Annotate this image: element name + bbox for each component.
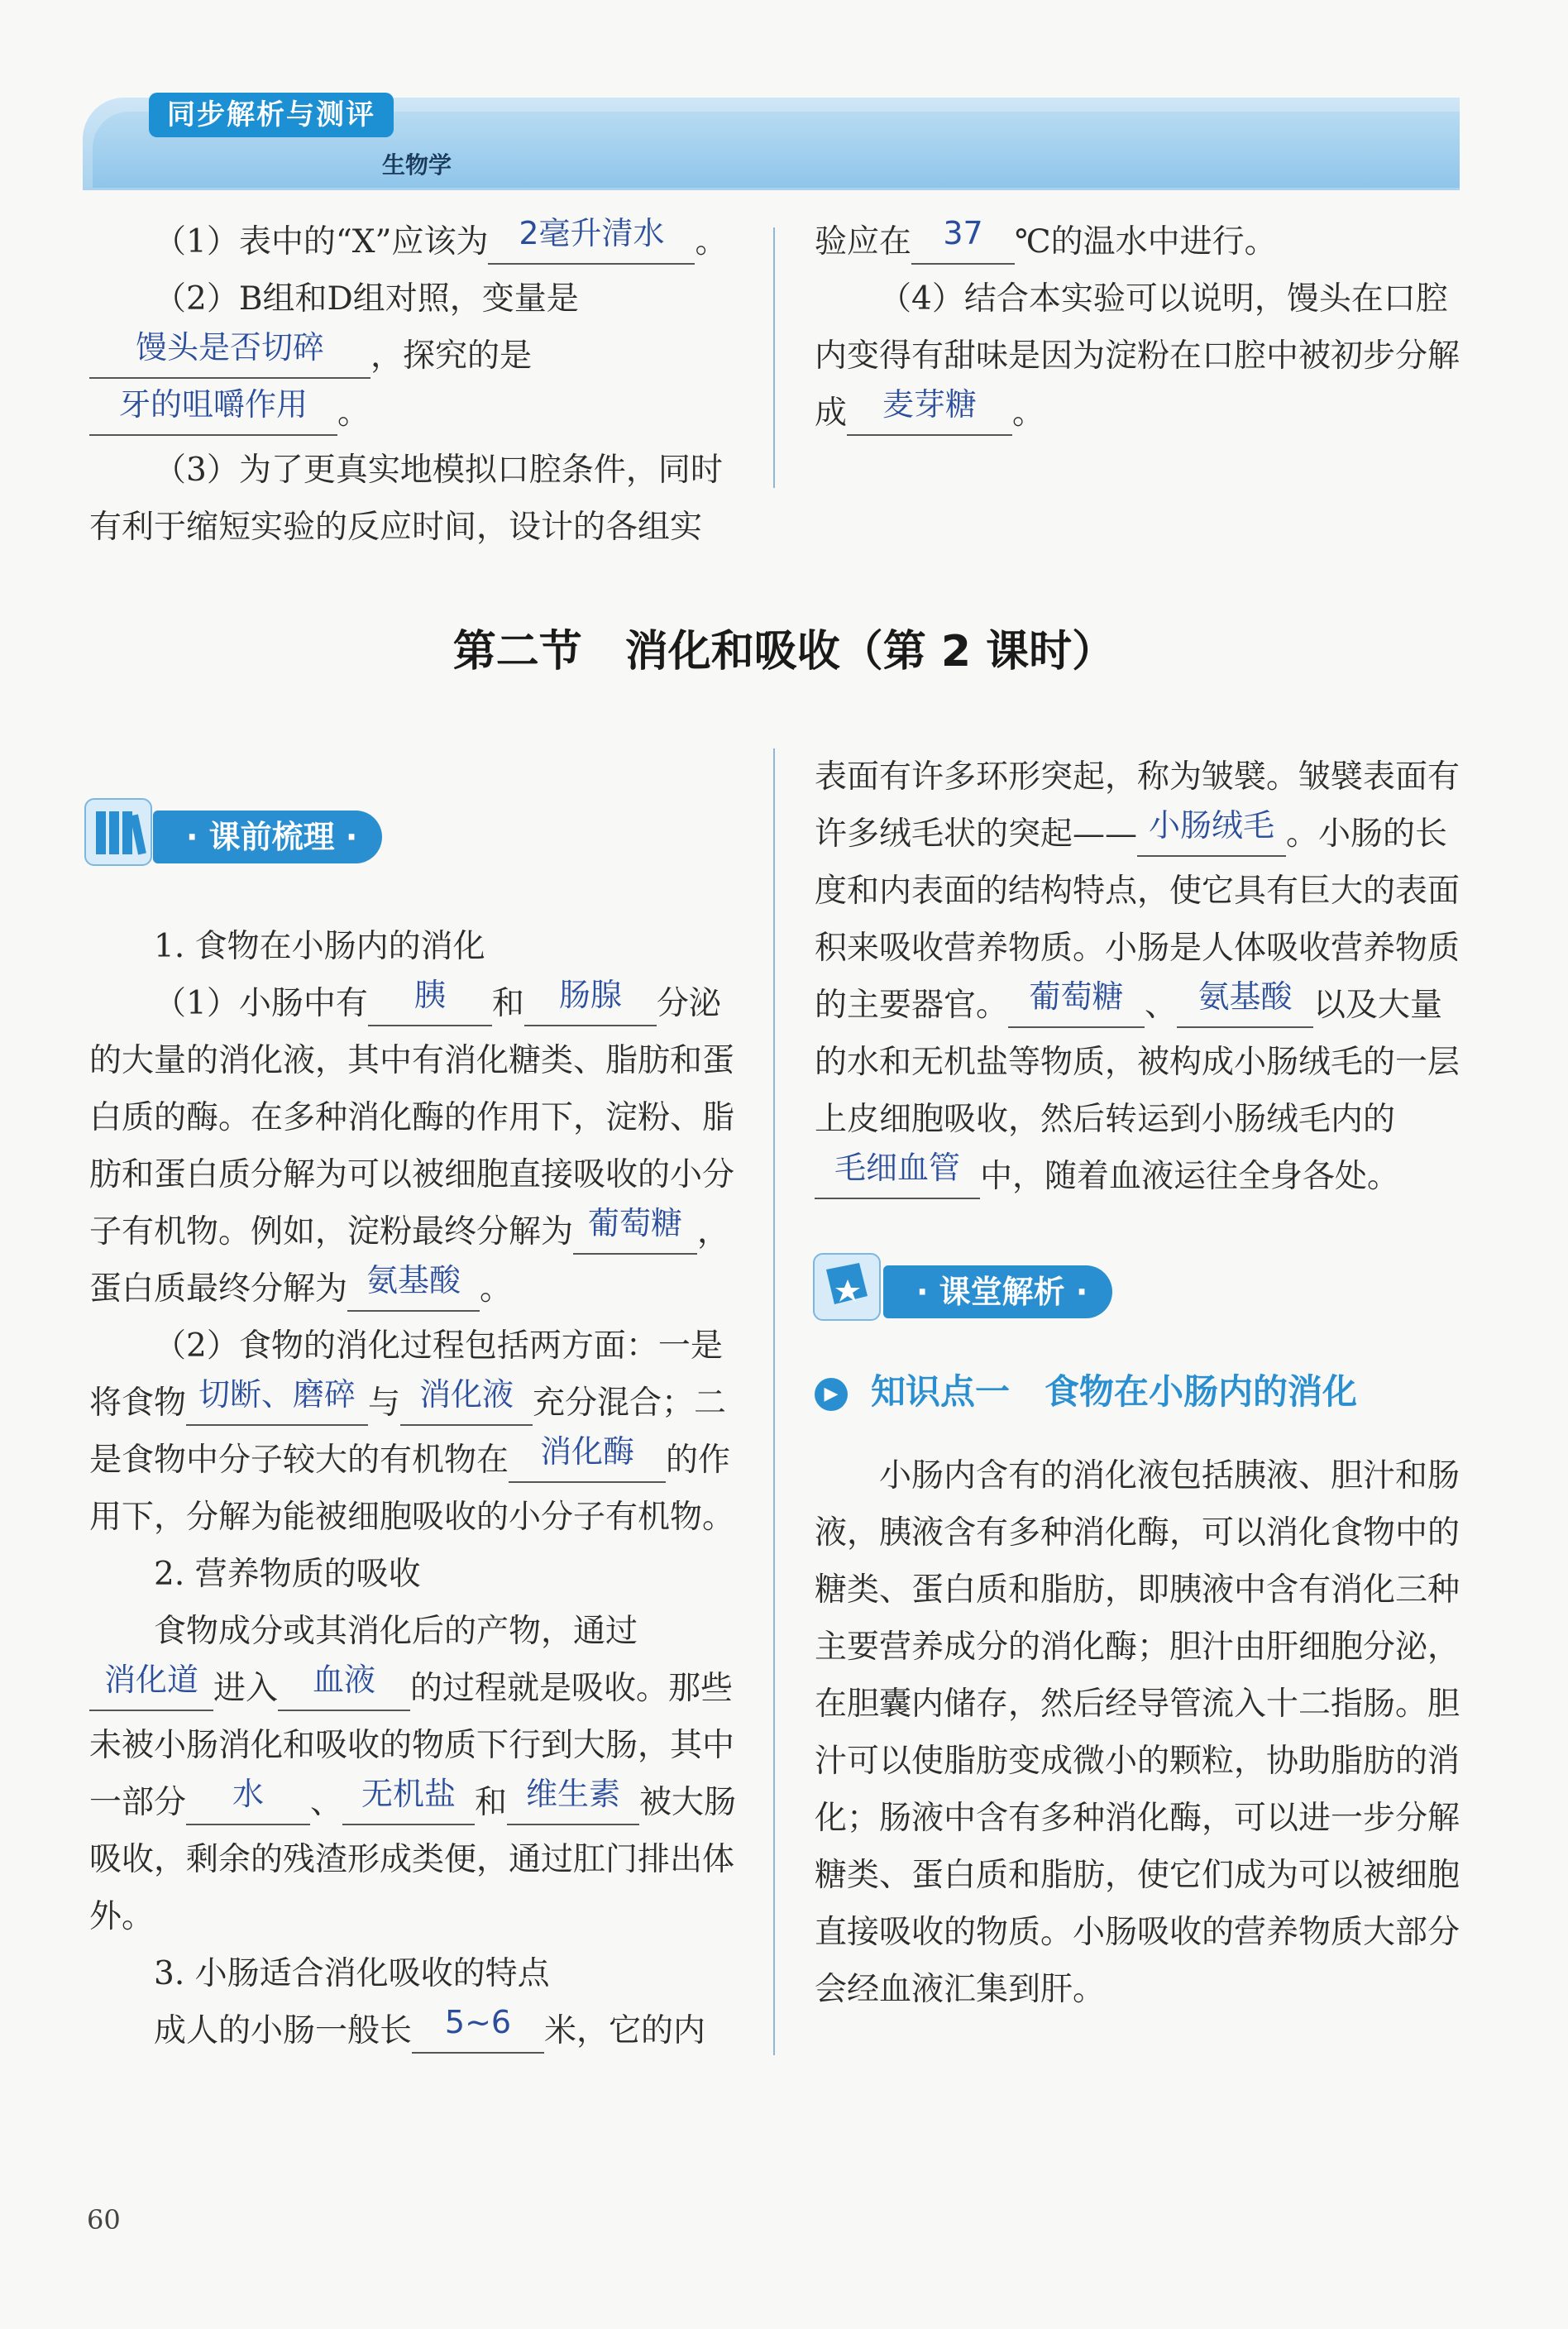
p4-blank: [412, 2004, 544, 2054]
p3-blank-4: [342, 1776, 475, 1825]
q4-line: [815, 270, 1460, 442]
q3-cont-text: 验应在: [815, 223, 912, 261]
p3-answer-1: 消化道: [103, 1662, 198, 1698]
q4-text: （4）结合本实验可以说明，馒头在口腔内变得有甜味是因为淀粉在口腔中被初步分解成: [815, 280, 1460, 432]
heading-absorption: 2. 营养物质的吸收: [154, 1556, 421, 1593]
para-5: [815, 748, 1460, 1205]
q4-blank: [847, 386, 1012, 436]
p5-answer-1: 小肠绒毛: [1149, 807, 1275, 844]
p3-blank-5: [507, 1776, 639, 1825]
q1-answer: 2毫升清水: [519, 215, 665, 251]
p3-blank-3: [186, 1776, 310, 1825]
q2-line: [89, 270, 739, 442]
p4-text-b: 米，它的内: [544, 2012, 706, 2049]
p4-answer: 5~6: [444, 2004, 512, 2040]
p2-text-b: 与: [368, 1384, 401, 1422]
q2-blank-2: [89, 386, 337, 436]
play-icon: ▶: [815, 1378, 848, 1411]
q1-line: [89, 213, 739, 270]
p5-blank-4: [815, 1150, 980, 1199]
para-2: [89, 1318, 739, 1546]
p1-answer-1: 胰: [414, 977, 446, 1013]
p3-answer-4: 无机盐: [361, 1776, 457, 1812]
p1-text-e: 。: [480, 1270, 513, 1308]
q4-end: 。: [1012, 395, 1045, 432]
q1-end: 。: [695, 223, 728, 261]
p3-answer-2: 血液: [313, 1662, 376, 1698]
heading-features: 3. 小肠适合消化吸收的特点: [154, 1955, 550, 1992]
q2-mid: ，探究的是: [370, 337, 533, 375]
para-4: [89, 2002, 739, 2059]
p2-text-c: 充分混合；二是食物中分子较大的有机物在: [89, 1384, 727, 1479]
p5-text-c: 、: [1145, 987, 1178, 1024]
p3-text-a: 食物成分或其消化后的产物，通过: [154, 1613, 638, 1650]
p1-text-c: 分泌的大量的消化液，其中有消化糖类、脂肪和蛋白质的酶。在多种消化酶的作用下，淀粉、脂肪和蛋白质分解为可以被细胞直接吸收的小分子有机物。例如，淀粉最终分解为: [89, 985, 735, 1251]
p5-text-e: 中，随着血液运往全身各处。: [980, 1158, 1400, 1195]
p1-blank-4: [347, 1262, 480, 1312]
q1-blank: [488, 215, 695, 265]
heading-digestion: 1. 食物在小肠内的消化: [154, 928, 485, 965]
subject-label: 生物学: [382, 151, 452, 179]
p5-text-b: 。小肠的长度和内表面的结构特点，使它具有巨大的表面积来吸收营养物质。小肠是人体吸收营养物质的主要器官。: [815, 815, 1460, 1024]
p2-answer-1: 切断、磨碎: [198, 1376, 356, 1413]
section-title: 第二节 消化和吸收（第 2 课时）: [452, 627, 1116, 677]
p3-blank-2: [278, 1662, 410, 1711]
q3-line: （3）为了更真实地模拟口腔条件，同时有利于缩短实验的反应时间，设计的各组实: [89, 452, 723, 546]
knowledge-point-title-text: 知识点一 食物在小肠内的消化: [871, 1371, 1358, 1412]
p3-text-b: 进入: [213, 1670, 279, 1707]
top-left-column: [89, 213, 739, 556]
q2-answer-1: 馒头是否切碎: [135, 329, 324, 366]
p5-blank-2: [1008, 978, 1145, 1028]
q3-cont-line: [815, 213, 1460, 270]
p2-answer-2: 消化液: [419, 1376, 514, 1413]
q2-text: （2）B组和D组对照，变量是: [154, 280, 579, 318]
column-divider-main: [773, 748, 775, 2055]
knowledge-point-title: [815, 1365, 1357, 1414]
p2-answer-3: 消化酶: [540, 1433, 635, 1470]
p4-text-a: 成人的小肠一般长: [154, 2012, 413, 2049]
p5-blank-1: [1137, 807, 1286, 857]
knowledge-point-body: [815, 1447, 1460, 2018]
series-badge: 同步解析与测评: [149, 93, 394, 137]
q3-blank: [911, 215, 1015, 265]
p1-blank-1: [368, 977, 492, 1026]
right-main-column: [815, 748, 1460, 1205]
p2-text-d: 的作用下，分解为能被细胞吸收的小分子有机物。: [89, 1442, 735, 1536]
p2-blank-1: [186, 1376, 368, 1426]
p5-answer-2: 葡萄糖: [1029, 978, 1124, 1015]
p1-blank-2: [524, 977, 657, 1026]
p3-text-c: 的过程就是吸收。那些未被小肠消化和吸收的物质下行到大肠，其中一部分: [89, 1670, 735, 1821]
page-number: 60: [87, 2204, 121, 2236]
q3-answer: 37: [943, 215, 983, 251]
books-icon: [84, 798, 152, 866]
q2-answer-2: 牙的咀嚼作用: [118, 386, 308, 423]
top-right-column: [815, 213, 1460, 442]
p3-answer-5: 维生素: [526, 1776, 621, 1812]
q1-text: （1）表中的“X”应该为: [154, 223, 489, 261]
p3-text-e: 和: [475, 1784, 508, 1821]
left-main-column: [89, 918, 739, 2059]
p3-text-d: 、: [310, 1784, 343, 1821]
p5-text-d: 以及大量的水和无机盐等物质，被构成小肠绒毛的一层上皮细胞吸收，然后转运到小肠绒毛内的: [815, 987, 1460, 1138]
p5-text-a: 表面有许多环形突起，称为皱襞。皱襞表面有许多绒毛状的突起——: [815, 758, 1460, 853]
p2-text-a: （2）食物的消化过程包括两方面：一是将食物: [89, 1327, 723, 1422]
p5-answer-4: 毛细血管: [834, 1150, 960, 1186]
q2-end: 。: [337, 395, 370, 432]
p1-text-a: （1）小肠中有: [154, 985, 368, 1022]
tag-pre-class-review: · 课前梳理 ·: [153, 811, 382, 863]
p5-answer-3: 氨基酸: [1198, 978, 1293, 1015]
column-divider-top: [773, 227, 775, 488]
q3-cont-end: ℃的温水中进行。: [1015, 223, 1277, 261]
p1-text-b: 和: [491, 985, 524, 1022]
p1-answer-2: 肠腺: [558, 977, 622, 1013]
p1-answer-4: 氨基酸: [366, 1262, 461, 1298]
p3-blank-1: [89, 1662, 213, 1711]
p5-blank-3: [1177, 978, 1313, 1028]
p3-answer-3: 水: [232, 1776, 265, 1812]
p2-blank-2: [400, 1376, 533, 1426]
para-3: [89, 1603, 739, 1945]
p1-answer-3: 葡萄糖: [588, 1205, 683, 1241]
tag-in-class-analysis: · 课堂解析 ·: [883, 1265, 1112, 1318]
p1-blank-3: [573, 1205, 697, 1255]
p1-text-d: ，蛋白质最终分解为: [89, 1213, 730, 1308]
knowledge-point-paragraph: 小肠内含有的消化液包括胰液、胆汁和肠液，胰液含有多种消化酶，可以消化食物中的糖类、蛋白质和脂肪，即胰液中含有消化三种主要营养成分的消化酶；胆汁由肝细胞分泌，在胆囊内储存，然后经导管流入十二指肠。胆汁可以使脂肪变成微小的颗粒，协助脂肪的消化；肠液中含有多种消化酶，可以进一步分解糖类、蛋白质和脂肪，使它们成为可以被细胞直接吸收的物质。小肠吸收的营养物质大部分会经血液汇集到肝。: [815, 1457, 1460, 2008]
p2-blank-3: [509, 1433, 666, 1483]
q2-blank-1: [89, 329, 370, 379]
para-1: [89, 975, 739, 1318]
q4-answer: 麦芽糖: [882, 386, 978, 423]
analysis-icon: [813, 1253, 881, 1321]
p3-text-f: 被大肠吸收，剩余的残渣形成类便，通过肛门排出体外。: [89, 1784, 737, 1935]
